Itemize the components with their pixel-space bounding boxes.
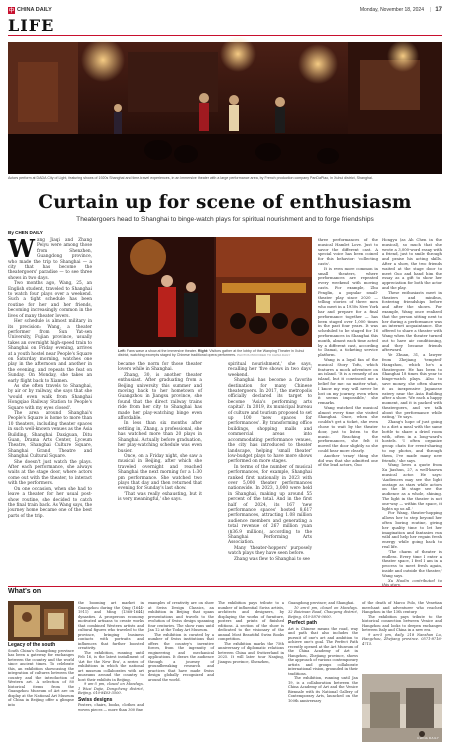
paragraph: South China's Guangdong province has been a gateway for exchanges between the country and the world since ancient times. To celebrate this, an exhibition showcasing the integration of cultures between the country and the introduction of Western art. A selection of 80 historical items from the Guangzhou Museum of Art are on display at the National Art Museum of China in Beijing offer a glimpse into [8, 648, 74, 707]
paragraph: Wang loves a quote from Xu Jiashun, 27, a well-known musical actor. He says: 'Audiences may see the light onstage as stars while actors on the lit stage see the audience as a whole, shining. The light in the theater is not one-way — within the space, it lights up us all.' [382, 462, 442, 511]
paragraph: Wang is a loyal fan of the musical Story Tofu, which features a mock adventure on an island. 'It is a remedy of an island, but it convinced me a belief for me: no matter what, I know my way will never be lost on my journey, even when it seems impossible,' she remarks. [318, 356, 378, 406]
paragraph: Shanghai has become a favorite destination for many Chinese theatergoers. In 2017, the metropolis officially declared its target to become 'Asia's performing arts capital'. In 2019, its municipal bureau of culture and tourism proposed to set up 100 'new spaces for performances'. By transforming office buildings, shopping malls and commercial areas into accommodating performance venues, the city has introduced to theater landscape, helping 'small theater' low-budget plays to have more shows performed on more stages. [228, 378, 312, 465]
article-column-5 [382, 237, 442, 588]
paragraph: In less than six months after settling in, Zhang, a professional, she has watched more than 20 plays in Shanghai. Actually before graduation, her play-watching schedule was even busier. [118, 421, 202, 454]
swiss-title: Swiss designs [78, 696, 113, 703]
caption-right-label: Right: [197, 349, 209, 353]
paragraph: The exhibition marks the 75th anniversary of diplomatic relations between China and Switzerland in 2025. It will later tour Nanjing, Jiangsu province, Shenzhen, [218, 641, 284, 664]
paragraph: Wang watched the musical almost every time she visited Shanghai. Once, when she couldn't get a ticket, she even chose to wait by the theater door, just to listen to the music. Reaching the performances, she felt it moved the door slightly so she could hear more clearly. [318, 404, 378, 454]
main-photo-illustration [8, 42, 442, 174]
article-column-3 [228, 362, 312, 578]
photo-credit-tag: CHINA DAILY [417, 736, 439, 740]
main-photo-caption: Actors perform at DADA City of Light, featuring shows of 1920s Shanghai and time-travel experiences, in an immersive theater with a large performance area, by French production company PanDaPiao, in Xuhui district, Shanghai. [8, 176, 373, 180]
logo-mark: 中 [8, 7, 14, 14]
paragraph: On one occasion, when she had to leave a theater for her usual post-show routine, she decided to catch the final train back. As Wang says, the journey home became one of the best parts of the trip. [8, 486, 92, 519]
event-hours: 9 am-5 pm, daily. 218 Nanshan Lu, Hangzhou, Zhejiang province. 0571-8716-4715. [362, 632, 442, 646]
paragraph: She doesn't just watch the plays. After each performance, she always waits at the stage door, where actors come out with the theater, to interact with the performers. [8, 459, 92, 487]
paragraph: The exhibition, running until Jan 19, is a collaboration between the China Academy of Art and the Venice Biennale with its National Gallery of Contemporary Arts, launched on the 100th anniversary [288, 676, 358, 703]
inset-photo-illustration [118, 237, 312, 347]
paragraph: As she often travels to Shanghai, by air or by railway, she says that she 'would even walk from Shanghai Hongqiao Railway Station to People's Square with my eyes closed'. [8, 383, 92, 411]
whats-on-column-1 [8, 643, 74, 743]
legacy-photo [8, 601, 74, 641]
paragraph: 'The charm of theater is endless. Every time I enter a theater space, I feel I am in a process to meet fresh again, inside and outside the theater,' Wang says. [382, 548, 442, 578]
caption-left-text: Fans wave a show at the immersive theater. [126, 349, 197, 353]
china-daily-logo [8, 7, 52, 14]
paragraph: of the death of Marco Polo, the Venetian merchant and adventurer who reached Hangzhou in the 13th century. [362, 601, 442, 614]
article-column-4 [318, 238, 378, 578]
section-title: LIFE [8, 16, 55, 35]
paragraph: Once, on a Friday night, she saw a musical in Beijing, after which she traveled overnight and reached Shanghai the next morning for a 1:30 pm performance. She watched two plays that day and then returned that evening for Sunday's last show. [118, 453, 202, 492]
masthead [8, 4, 442, 16]
section-header [8, 16, 442, 36]
paragraph: spiritual nourishment,' she says, recalling her 'five shows in two days' weekend. [228, 362, 312, 378]
paragraph: Zhang's hope of just going to a diet a meal with the same bottle to share a dried room with, often in a long-ward's hostels. 'I often organize group chats for event-sharing to my photos, and through them, I've made many new friends,' she says. [382, 419, 442, 463]
paragraph: Posters, chairs, books, clothes and woven pieces — more than 300 fine [78, 703, 144, 712]
paragraph: For Wang, theater-hopping allows her to step beyond her often boring routine, giving her quality time to let her imagination and fantasies run wild and help her regain fresh energy while going back to real life. [382, 510, 442, 549]
paragraph: Zhang, 30, is another theater enthusiast. After graduating from a Beijing university this summer and moving back to her hometown of Guangzhou in Jiangsu province, she found that the direct railway trains ride from her city to Shanghai has made her play-watching binge even affordable. [118, 372, 202, 422]
paragraph: the booming art market in Guangzhou during the Qing (1644-1911) and Ming (1368-1644) dynasties. A prosperous economy motivated artisans to create works that combined Western artists and cultural figures who traveled to the province, bringing business contacts with portraits and influences that further boosted creativity. [78, 601, 144, 650]
whats-on-title: What's on [8, 588, 42, 595]
inset-photo [118, 237, 312, 347]
perfect-path-photo [362, 674, 442, 742]
whats-on-column-4 [218, 601, 284, 743]
paragraph: Two months ago, Wang, 25, an English student, traveled to Shanghai to watch four plays over a weekend. Such a tight schedule has been routine for her and her friends, becoming increasingly common in the lives of many theater lovers. [8, 281, 92, 319]
page-number: 17 [435, 7, 442, 13]
paragraph: The exhibition pays tribute to a number of influential Swiss artists, architects and designers, by displaying the works of furniture, posters and prints of finished editions. A section of the show is dedicated to the visionary of the annual Most Beautiful Swiss Books competition. [218, 601, 284, 641]
legacy-photo-illustration [8, 601, 74, 641]
whats-on-column-6 [362, 601, 442, 671]
headline: Curtain up for scene of enthusiasm [38, 192, 412, 213]
photo-credit: PHOTOS PROVIDED TO CHINA DAILY [237, 353, 291, 358]
event-hours: 10 am-6 pm, closed on Mondays. 32 Baiziwan Road, Chaoyang district, Beijing. 010-5876-0600. [288, 605, 358, 619]
paragraph: The exhibition is curated by a number of Swiss institutions that offers the country's inventive forces, from the ingenuity of engineering and mechanical applications. It draws the audience through a journey of groundbreaking research and practices that have made Swiss design globally recognized and around the world. [148, 632, 214, 682]
paragraph: 'That was really exhausting, but it is very meaningful,' she says. [118, 491, 202, 503]
dropcap: W [8, 234, 35, 263]
masthead-divider: | [430, 7, 432, 13]
paragraph: The exhibition pays tribute to the historical connection between Venice and Hangzhou and looks to deepen exchanges between Italy and China in a new era. [362, 614, 442, 632]
paragraph: Many 'theater-hoppers' purposely watch plays they have seen before. [228, 545, 312, 557]
article-column-2 [118, 362, 202, 578]
paragraph: Art is Chinese means the road, way and path that also includes the pursuit of one's art and ambition to achieve one's goal. The Perfect Path recently opened at the Art Museum of the China Academy of Art in Hangzhou, Zhejiang province, shows the approach of various contemporary artists and groups collaborate international vision, grounded in their traditions. [288, 626, 358, 676]
perfect-path-title: Perfect path [288, 620, 317, 626]
whats-on-column-3 [148, 601, 214, 743]
byline: By CHEN DAILY [8, 230, 43, 235]
contributor-note: Xu Haolin contributed to this story. [382, 577, 442, 588]
paragraph: Her schedule is almost military in its precision: Wang, a theater performer from Sun Yat-sen University, Fujian province, usually takes an overnight high-speed train to Shanghai on Friday evening, arrives at a youth hostel near People's Square on Saturday morning, watches one play in the afternoon and another in the evening, and repeats the feat on Sunday. On Monday, she takes an early flight back to Xiamen. [8, 319, 92, 384]
paragraph: Hongyu (as Ah Chen in the musical), so much that she wrote a 3,000-word essay with a friend, just to smile through and praise his acting skills. After a show, the two friends waited at the stage door to meet Guo and hand him the essay as a gift to show her appreciation for both the actor and the play. [382, 237, 442, 290]
paragraph: Guangdong province; and Shanghai. [288, 601, 355, 605]
brand-name: CHINA DAILY [17, 7, 52, 13]
whats-on-column-2 [78, 601, 144, 743]
paragraph: These enthusiasts meet in theaters and minibus, fostering friendships before and after the shows. For example, Wang once realized that the person sitting next to her during a performance was an internet acquaintance. She offered to share a theater with Wang when the theater turned out to have air conditioning, and they became friends afterward. [382, 289, 442, 353]
whats-on-column-5 [288, 601, 358, 743]
subhead: Theatergoers head to Shanghai to binge-watch plays for spiritual nourishment and to forge friendships [76, 216, 374, 223]
paragraph: ang Jiaqi and Zhang Peiyu were among those from Shenzhen, Guangdong province, who made the trip to Shanghai — a city that has become the theatergoers' paradise — to see three shows in two days. [8, 238, 92, 281]
legacy-title: Legacy of the south [8, 642, 56, 648]
caption-left-label: Left: [118, 349, 126, 353]
paragraph: Another 'crazy' thing she did was that she admitted one of the lead actors, Guo [318, 452, 378, 468]
paragraph: three performances of the musical Hamlet Love. Just to savor the different cast. A special voice has been coined for this behavior: 'collecting casts'. [318, 237, 378, 266]
paragraph: The area around Shanghai's People's Square is home to more than 10 theaters, including theater spaces in such well-known venues as the Asia Building, Shanghai Daxiguan, Ditu Guan, Drama Arts Center, Lyceum Theatre, Shanghai Culture Square, Shanghai Grand Theatre and Shanghai Cultural Square. [8, 411, 92, 460]
caption-right-text: Visitors gather at the lobby of the Wanping Theater in Xuhui district, watching excerpts staged by Chinese traditional opera performers. [118, 349, 305, 358]
perfect-path-photo-illustration [362, 674, 442, 742]
paragraph: It is even more common in small theaters, where performances are repeated every weekend with moving casts. For example, Zhu Fenglin, a popular small-theater play since 2020 — telling stories of three men who meet in a 1930s New York bar and prepare for a final performance together — has been staged over 1,000 times in the past four years. It was scheduled to be staged for 16 performances in Shanghai this month, almost each time acted by a different cast, according to Damai, a ticketing service platform. [318, 265, 378, 358]
article-column-1 [8, 234, 92, 578]
paragraph: The exhibition, running until Feb 16, is the latest installment of 'Art for the New Era', a series of exhibitions in which the national art museum collaborates with art museums around the country to host their exhibits in Beijing. [78, 650, 144, 682]
main-photo [8, 42, 442, 174]
paragraph: became the norm for those theater lovers while in Shanghai. [118, 362, 202, 373]
paragraph: Zhang was flew to Shanghai to see [234, 556, 310, 562]
paragraph: In terms of the number of musical performances, for example, Shanghai ranked first nationally in 2023 with over 5,000 theater performances nationwide. In 2023, 3,000 were held in Shanghai, making up around 55 percent of the total. And in the first half of 2024, its 167 'new performance spaces' hosted 8,617 performances, attracting 1.08 million audience members and generating a total revenue of 267 million yuan ($36.9 million), according to the Shanghai Performing Arts Association. [228, 464, 312, 546]
whats-on-header [8, 586, 442, 598]
event-hours: 9 am-5 pm, closed on Mondays. 1 Wusi Dajie, Dongcheng district, Beijing. 010-8403-3500. [78, 682, 144, 695]
issue-date: Monday, November 18, 2024 [359, 7, 424, 13]
paragraph: Ye Zhuan, 31, a lawyer from Zhejiang 'tempted' Hangzhou, which he's a theatergoer. He has been to Shanghai 18 times this year to binge-watch plays. Also to save money, she often shares it as inexpensive Japanese eatery near the Asia Building after a show. 'We each a happy moment, and it is packed with theatergoers, and we talk about the performance while eating,' Ye says. [382, 352, 442, 420]
paragraph: examples of creativity are on show at Swiss Design Classics, an exhibition in Beijing that spans presentations and travels to the evolution of Swiss design spanning four centuries. The show runs until Jan 12 at the Today Art Museum. [148, 601, 214, 632]
inset-caption [118, 349, 312, 358]
